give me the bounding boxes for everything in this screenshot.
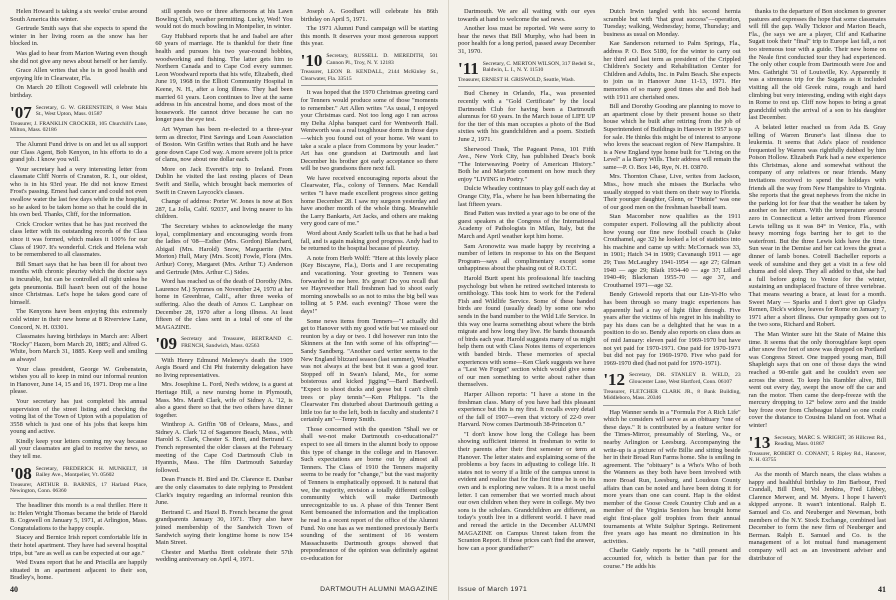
paragraph: Sherwood Trask, The Pageant Press, 101 Fifth Ave., New York City, has published Deac's book "The Interweaving Poetry of American History." Both he and Marjorie comment on how much they enjoy "LIVING in Poetry.": [458, 145, 596, 183]
paragraph: thanks to the departure of Bon stockmen to greener pastures and expresses the hope that some classmates will fill the gap. Wally Ticknor and Marion Beach, Fla., (he says we are a player, Clif and Katharine Sugatt took their "final" trip to Europe last fall, a not too strenuous tour with a guide. Their new home on the Neale first conducted tour they had experienced. The only other couple from Dartmouth were Joe and Mrs. Gathright '31 of Louisville, Ky. Apparently it was a strenuous trip for the Sugatts as it included visiting all the old Greek ruins, rough and hard climbing but very interesting, ending with eight days in Rome to rest up. Cliff now hopes to bring a great grandchild with the arrival of a son to his daughter last December.: [748, 8, 886, 122]
paragraph: Crick Crocker writes that he has just received the class letter with its outstanding records of the Class since it was formed, which makes it 100% for our Class of 1907. It's wonderful. Crick and Helena wish to be remembered to all classmates.: [10, 220, 148, 259]
paragraph: Harold Burtt spent his professional life teaching psychology but when he retired switched interests to ornithology. This took him to work for the Federal Fish and Wildlife Service. Some of these banded birds are found (usually dead) by some one who sends in the band number to the Wild Life Service. In this way one learns something about where the birds migrate and how long they live. He bands thousands of birds each year. Harold suggests many of us might help them out with Class Notes items of experiences with banded birds. These memories of special experiences with some—Ken Clark suggests we have a "Lest We Forget" section which would give some of our men something to write about rather than themselves.: [458, 275, 596, 389]
class-treasurer: Treasurer, LEON B. KENDALL, 2144 McKinley St., Clearwater, Fla. 33515: [300, 69, 438, 82]
paragraph: Brad Patten was invited a year ago to be one of the guest speakers at the Congress of the International Academy of Pathologists in Milan, Italy, but the March and April weather kept him home.: [458, 210, 596, 241]
left-column-3: [301, 8, 438, 574]
paragraph: Helen Howard is taking a six weeks' cruise around South America this winter.: [10, 8, 148, 23]
class-heading-1908: [10, 463, 148, 483]
paragraph: The Secretary wishes to acknowledge the many loyal, complimentary and encouraging words from the ladies of '08—Esther (Mrs. Gordon) Blanchard, Abigail (Mrs. Harold) Snow, Marguerite (Mrs. Morton) Hull, Mary (Mrs. Scott) Fowle, Flora (Mrs. Arthur) Corey, Margaret (Mrs. Arthur T.) Anderson and Gertrude (Mrs. Arthur C.) Sides.: [155, 223, 293, 276]
class-heading-1913: [748, 432, 886, 452]
right-page: [448, 0, 896, 600]
paragraph: Bendy Griswold reports that our Lin-Yi-Ho who has been through so many tragic experiences has apparently had a ray of light filter through. Five years after the victims of his regret in his inability to pay his dues can be a delighted that he was in a position to do so. Bendy also reports on class dues as of mid January: eleven paid for 1969-1970 but have not yet paid for 1970-1971. One paid for 1970-1971 but did not pay for 1969-1970. Five who paid for 1969-1970 died (had not paid for 1970-1971).: [603, 291, 741, 367]
page-footer: [458, 585, 886, 594]
class-year: '13: [748, 432, 771, 452]
paragraph: Kindly keep your letters coming my way because all your classmates are glad to receive the news, so they tell me.: [10, 437, 148, 461]
magazine-title: DARTMOUTH ALUMNI MAGAZINE: [320, 586, 438, 593]
class-secretary: Secretary, FREDERICK H. MUNKELT, 18 Bailey Ave., Montpelier, Vt. 05602: [35, 465, 148, 479]
paragraph: Winthrop A. Griffin '08 of Orleans, Mass., and Sidney A. Clark '12 of Sagamore Beach, Mass., with Harold S. Clark, Chester S. Brett, and Bertrand C. French represented the older classes at the February meeting of the Cape Cod Dartmouth Club in Hyannis, Mass. The film Dartmouth Saturday followed.: [155, 421, 293, 474]
paragraph: Dean Francis H. Bird and Dr. Clarence E. Dunbar are the only classmates to date replying to President Clark's inquiry regarding an informal reunion this June.: [155, 476, 293, 507]
paragraph: still spends two or three afternoons at his Lawn Bowling Club, weather permitting. Lucky, Wed! You would not do much bowling in Montpelier, in winter.: [155, 8, 293, 31]
class-secretary: Secretary, C. MERTON WILSON, 317 Bedell St., Baldwin, L. I., N. Y. 11510: [482, 60, 596, 74]
class-secretary: Secretary, DR. STANLEY B. WELD, 23 Gloucester Lane, West Hartford, Conn. 06107: [629, 372, 741, 385]
left-column-2: [155, 8, 292, 574]
paragraph: As the month of March nears, the class wishes a happy and healthful birthday to Jim Barbour, Fred Crandall, Bill Dent, Vol Jenkins, Fred Libbey, Clarence Merwer, and M. Myers. I hope I haven't skipped anyone. It wasn't intentional. Ralph E. Samuel and Co. and Neuberger and Newman, both members of the N.Y. Stock Exchange, combined last December to form the new firm of Neuberger and Berman. Ralph E. Samuel and Co. is the management of a lot mutual fund management company will act as an investment adviser and distributor of: [748, 471, 886, 562]
divider: [603, 405, 740, 406]
paragraph: Bill and Dorothy Gooding are planning to move to an apartment close by their present house so their house which he built after retiring from the job of Superintendent of Buildings in Hanover in 1957 is up for sale. He thinks this might be of interest to anyone who loves the seacoast region of New Hampshire. It is a New England type home built for "Living on the Level" a la Barry Wills. Their address will remain the same—P. O. Box 146, Rye, N. H. 03870.: [603, 103, 741, 171]
class-heading-1911: [458, 58, 596, 78]
paragraph: A note from Herb Wolff: "Here at this lovely place (Key Biscayne, Fla.), Doris and I are recuperating and vacationing. Your greeting to Tenners was forwarded to me here. It's great! Do you recall that we Hayrewether Hall freshmen had to shoot early morning snowballs so as not to miss the big bell was tolling at 5 P.M. each evening? Those were the days!": [300, 254, 438, 315]
paragraph: Wed Evans report that he and Priscilla are happily situated in an apartment adjacent to their son, Bradley's, home.: [10, 559, 148, 582]
paragraph: Sam Aronowitz was made happy by receiving a number of letters in response to his on the Bequest Program—says all complimentary except some unhappiness about the phasing out of R.O.T.C.: [458, 242, 596, 273]
class-treasurer: Treasurer, J. FRANKLIN CROCKER, 105 Churchill's Lane, Milton, Mass. 02186: [10, 120, 148, 134]
page-number: 40: [10, 585, 18, 594]
paragraph: Dulcie Wheatley continues to play golf each day at Orange City, Fla., where he has been hibernating the last fifteen years.: [458, 185, 596, 208]
paragraph: Your class president, George W. Grebenstein, wishes you all to keep in mind our informal reunion in Hanover, June 14, 15 and 16, 1971. Drop me a line please.: [10, 365, 148, 396]
paragraph: A belated letter reached us from Ada B. Gray telling of Warren Bruner's last illness due to leukemia. It seems that Ada's place of residence frequented by Warren was rightfully dubbed by him Poison Hollow. Elizabeth Park had a new experience this Christmas, alone and somewhat without the company of any relatives or near friends. Many invitations received to spend the holidays with friends all the way from New Hampshire to Virginia. She reports that the great nephews from the niche in the parking lot for fear that the weather he taken by another on her return. With the temperature around zero in Connecticut a letter arrived from Florence Lewis telling us it was 84° in Venice, Fla., with heavy morning fogs barring her to get to the waterfront. But the three Lewis kids have the time. Sun wear in the Demise and her cat loves the great a dinner of lamb bones. Cotrell Bacheller reports a week of sunshine and they get a visit in a few old chums and old sleep. They all added to that, she had a full before going to Venice for the winter, sustaining an undisplaced fracture of three vertebrae. That means wearing a brace, at least for a month. Sweet Mary — Sparks and I don't give up Gladys Remen, Dick's widow, leaves for Rome on January 7, 1971 after a short illness. Our sympathy goes out to the two sons, Richard and Robert.: [748, 123, 886, 329]
class-treasurer: Treasurer, ROBERT O. CONANT, 5 Ripley Rd., Hanover, N. H. 03755: [748, 450, 886, 464]
paragraph: We have received encouraging reports about the Clearwater, Fla., colony of Tenners. Mac Kendall writes "I have made excellent progress since getting home December 28. I saw my surgeon yesterday and have another month of the whole thing. Meanwhile the Larry Bankarts, Art Jacks, and others are making very good care of me.": [300, 174, 438, 228]
divider: [10, 137, 147, 138]
paragraph: Your secretary has just completed his annual supervision of the street listing and checking the voting list of the Town of Upton with a population of 3558 which is just one of his jobs that keeps him young and active.: [10, 397, 148, 436]
divider: [301, 85, 438, 86]
paragraph: Some news items from Tenners—"I actually did get to Hanover with my good wife but we missed our reunion by a day or two. I did however run into the Skinners at the Inn with some of his offspring"—Sandy Sandberg. "Another card writer seems to the New England blizzard season (last summer), Weather was not always at the best but it was a good tour. Stopped off in Swan's Island, Me., for some boisterous and kicked jigging"—Bard Bardwell. "Expect to shoot ducks and geese but I can't climb trees or play tennis"—Ken Philipps. "Is the Clearwater I'm disturbed about Dartmouth getting a little too far to the left, both in faculty and students? I certainly am"—Tenny Smith.: [300, 317, 438, 424]
paragraph: Charlie Gately reports he is "still present and accounted for, which is better than par for the course." He adds his: [603, 547, 741, 570]
paragraph: With Henry Edmund Meleney's death the 1909 Aegis Board and Chi Phi fraternity delegation have no living representatives.: [155, 356, 293, 379]
paragraph: Word has reached us of the death of Dorothy (Mrs. Laurence M.) Symmes on November 24, 1970 at her home in Greenbrae, Calif., after three weeks of suffering. Also the death of Amos C. Lanphear on December 28, 1970 after a long illness. At least fifteen of the class sent in a total of one of the MAGAZINE.: [155, 278, 293, 331]
class-heading-1912: [603, 370, 741, 390]
paragraph: The Kenyons have been enjoying this extremely cold winter in their new home at 8 Riverview Lane, Concord, N. H. 03301.: [10, 308, 148, 331]
paragraph: Bertrand C. and Hazel B. French became the great grandparents January 30, 1971. They also have joined membership of the Sandwich Town of Sandwich saying their longtime home is now 154 Main Street.: [155, 508, 293, 547]
class-treasurer: Treasurer, ERNEST H. GRISWOLD, Seattle, Wash.: [458, 76, 575, 83]
paragraph: "I don't know how long the College has been showing sufficient interest in freshman to write to their parents after their first semester or term at Hanover. The letter states and explaining some of the problems a boy faces in adjusting to college life. It states not to worry if a little of the campus unrest is evident and realize that for the first time he is on his own and is exploring new values. It is a most useful letter. I can remember that we worried much about our own children when they were in college. My two sons is the scholars. Grandchildren are different, as today's youth live in a different world. I have read and reread the article in the December ALUMNI MAGAZINE on Campus Unrest taken from the Scranton Report. If those prices can't find the answer, how can a poor grandfather?": [458, 430, 596, 552]
paragraph: Dutch Irwin tangled with his second hernia scramble but with "that great success"—operation, Tuesday; walking, Wednesday; home, Thursday; and business as usual on Monday.: [603, 8, 741, 38]
class-secretary: Secretary, G. W. GREENSTEIN, 8 West Main St., West Upton, Mass. 01587: [35, 104, 148, 118]
paragraph: Classmates having birthdays in March are: Albert "Rocky" Hazen, born March 20, 1885; and Alfred G. White, born March 31, 1885. Keep well and smiling as always!: [10, 333, 148, 363]
paragraph: Art Wyman has been re-elected to a three-year term as director, First Savings and Loan Association of Boston. Win Griffin writes that Ruth and he have gone down Cape Cod way. A more severe jolt is price of clams, now about one dollar each.: [155, 125, 293, 164]
class-treasurer: Treasurer, ARTHUR B. BARNES, 17 Harland Place, Newington, Conn. 06360: [10, 481, 148, 495]
paragraph: Joseph A. Goodhart will celebrate his 86th birthday on April 5, 1971.: [300, 8, 438, 23]
class-year: '12: [603, 370, 626, 390]
class-secretary: Secretary, MARC S. WRIGHT, 36 Hillcrest Rd., Reading, Mass. 01867: [774, 434, 886, 448]
paragraph: Stacey and Bernice Irish report comfortable life in their hotel apartment. They have had several hospital trips, but "are as well as can be expected at our age.": [10, 534, 148, 557]
paragraph: The Man Winter sure hit the State of Maine this time. It seems that the only thoroughfare kept open after snow five feet of snow was dropped on Portland was Congress Street. One trapped young man, Bill Shapleigh says that on one of those days the wind reached a 90-mile gait and he couldn't even see across the street. To keep his Rambler alive, Bill went out every day, swept the snow off the car and ran the motor. Then came the deep-freeze with the mercury dropping to 12° below zero and the inside bay froze over from Chebeague Island so one could cover the distance to Cousins Island on foot. What a winter!: [748, 330, 886, 430]
paragraph: Those concerned with the question "Shall we or shall we-not make Dartmouth co-educational?" expect to see all timers in the alumni body to oppose this type of change in the college and in Hanover. Such expectations are borne out by almost all Tenners. The Class of 1910 the Tenners majority seems to be ready for "change," but the vast majority of Tenners is emphatically opposed. It is natural that we, the majority, envision a totally different college community which will make Dartmouth unrecognizable to us. A phase of this Tenner Bent Kent bemoaned the information and the implication he read in a recent report of the office of the Alumni Fund. No one has as we mentioned previously Bert's sounding of the sentiment of 16 western Massachusetts Dartmouth groups showed that preponderance of the opinion was definitely against co-education for: [300, 425, 438, 562]
paragraph: Word about Andy Scarlett tells us that he had a bad fall, and is again making good progress. Andy had to be returned to the hospital because of pleurisy.: [300, 230, 438, 253]
paragraph: The 1971 Alumni Fund campaign will be starting this month. It deserves your most generous support this year.: [300, 25, 438, 48]
right-column-2: [603, 8, 740, 574]
class-secretary: Secretary and Treasurer, BERTRAND C. FRENCH, Sandwich, Mass. 02563: [181, 336, 293, 349]
right-column-3: [749, 8, 886, 574]
class-treasurer: Treasurer, FLETCHER CLARK JR., 8 Bank Building, Middleboro, Mass. 20346: [603, 388, 741, 402]
paragraph: Another loss must be reported. We were sorry to hear the news that Bill Murphy, who had been in poor health for a long period, passed away December 31, 1970.: [458, 25, 596, 55]
divider: [10, 498, 147, 499]
page-number: 41: [878, 585, 886, 594]
paragraph: Chester and Martha Brett celebrate their 57th wedding anniversary on April 4, 1971.: [155, 548, 293, 564]
paragraph: The Alumni Fund drive is on and let us all support our Class Agent, Bob Kenyon, in his efforts to do a grand job. I know you will.: [10, 140, 148, 164]
class-year: '11: [458, 58, 479, 78]
paragraph: Bud Cheney in Orlando, Fla., was presented recently with a "Gold Certificate" by the local Dartmouth Club for having been a Dartmouth alumnus for 60 years. In the March issue of LIFE UP for the tier of this man occupies a photo of the Bud sixties with his grandchildren and a poem. Sixtieth June 2, 1971.: [458, 90, 596, 143]
paragraph: Mrs. Josephine L. Ford, Ned's widow, is a guest at Heritage Hill, a new nursing home in Plymouth, Mass. Mrs. Mardi Clark, wife of Sidney A. '12, is also a guest there so that the two others have dinner together.: [155, 381, 293, 419]
paragraph: It was hoped that the 1970 Christmas greeting card for Tenners would produce some of those "moments to remember." Art Allen writes "As usual, I enjoyed your Christmas card. Not too long ago I ran across my Delta Alpha banquet card for Wentworth Hall. Wentworth was a real toughhouse dorm in those days—which you found out of your home. We want to take a scale a place from Commons by your leader." Art has one grandson at Dartmouth and last December his brother got early acceptance so there will be two grandsons there next fall.: [300, 89, 438, 173]
class-secretary: Secretary, RUSSELL D. MEREDITH, 501 Cannon Pl., Troy, N. Y. 12183: [326, 52, 438, 66]
paragraph: Harper Allison reports: "I have a stone in the freshman class. Many of you have had this pleasant experience but this is my first. It recalls every detail of the fall of 1907—even that victory of 22-0 over Harvard. Now comes Dartmouth 38-Princeton 0.": [458, 390, 596, 429]
paragraph: Your secretary had a very interesting letter from classmate Cliff Norris of Cranston, R. I., our oldest, who is in his 93rd year. He did not know Ernest Frost's passing. Ernest had cancer and could not even swallow water the last few days while in the hospital, so he asked to be taken home so that he could die in his own bed. Thanks, Cliff, for the information.: [10, 165, 148, 219]
class-year: '07: [10, 102, 32, 122]
page-footer: [10, 585, 438, 594]
left-column-1: [10, 8, 148, 582]
paragraph: Guy Hubbard reports that he and Isabel are after 60 years of marriage. He is thankful for their fine health and pursues his two year-round hobbies, woodworking and fishing. The latter gets him to Northern Canada and to Cape Cod every summer. Leon Woodward reports that his wife, Elizabeth, died June 19, 1968 in the Elliott Community Hospital in Keene, N. H., after a long illness. They had been married 61 years. Leon continues to live at the same address in his ancestral home, and does most of the housework. He cannot drive because he can no longer pass the eye test.: [155, 32, 293, 124]
paragraph: Was glad to hear from Marion Waring even though she did not give any news about herself or her family.: [10, 49, 148, 65]
class-year: '09: [155, 334, 178, 354]
paragraph: Gertrude Smith says that she expects to spend the winter in her living room as the snow has her blocked in.: [10, 25, 148, 48]
paragraph: Bill Smart says that he has been ill for about two months with chronic pleurisy which the doctor says is incurable, but can be controlled all right unless he gets pneumonia. Bill hasn't been out of the house since Christmas. Let's hope he takes good care of himself.: [10, 260, 148, 306]
class-year: '08: [10, 463, 32, 483]
paragraph: Kae Sanderson returned to Palm Springs, Fla., address P. O. Box 5180, for the winter to carry out her third and last term as president of the Crippled Children's Society and Rehabilitation Center for Children and Adults, Inc. in Palm Beach. She expects to join us in Hanover June 11-13, 1971. Her memories of so many good times she and Bob had with 1911 are cherished ones.: [603, 40, 741, 101]
divider: [749, 467, 886, 468]
class-year: '10: [300, 50, 323, 70]
paragraph: More on Jack Everett's trip to Ireland. From Dublin he visited the last resting places of Dean Swift and Stella, which brought back memories of Swift in Craven Laycock's classes.: [155, 165, 293, 196]
paragraph: Hap Wanner sends in a "Formula For A Rich Life" which he considers will serve as an obituary "one of these days." It is contributed by a feature writer for the Times-Mirror, presumably of Sterling, Va., or nearby Arlington or Leesburg. Accompanying the write-up is a picture of wife Billie and sitting beside her in their Broad Run Farms home. She is smiling in agreement. The "obituary" is a Who's Who of both the Wanners as they both have been involved with more Broad Run, Leesburg, and Loudoun County affairs than can be noted and have been doing it for more years than one can count. Hap is the oldest member of the Goose Creek Country Club and as a member of the Virginia Seniors has brought home eight first-place golf trophies from their annual tournaments at White Sulphur Springs. Retirement five years ago has meant no diminution in his activities.: [603, 408, 741, 545]
issue-date: Issue of March 1971: [458, 586, 528, 593]
paragraph: On March 20 Elliott Cogswell will celebrate his birthday.: [10, 84, 148, 99]
paragraph: Grace Allen writes that she is in good health and enjoying life in Clearwater, Fla.: [10, 67, 148, 82]
right-column-1: [458, 8, 595, 574]
paragraph: Change of address: Porter W. Jones is now at Box 287, La Jolla, Calif. 92037, and living nearer to his children.: [155, 198, 293, 221]
divider: [458, 86, 595, 87]
class-heading-1909: [155, 334, 293, 354]
paragraph: Dartmouth. We are all waiting with our eyes towards at hand to welcome the sad news.: [458, 8, 596, 23]
class-heading-1910: [300, 50, 438, 70]
paragraph: Stan Macomber now qualifies as the 1911 computer expert. Following all the publicity about how young our fine new football coach is (Jake Crouthamel, age 32) he looked a lot of statistics into his machine and came up with: McCornack was 33, in 1901; Hatch 34 in 1909; Cavanaugh 1911 — age 29; Tuss McLaughry 1941-1954 — age 27; Gilman 1940 — age 29; Blaik 1934-40 — age 37; Lillard 1940-49; Blackman 1955-70 — age 37, and Crouthamel 1971—age 32.: [603, 213, 741, 289]
class-heading-1907: [10, 102, 148, 122]
paragraph: Mrs. Thornton Chase, Live, writes from Jackson, Miss., how much she misses the Burlachs who usually stopped to visit them on their way to Florida. Their younger daughter, Glenn, or "Heinie" was one of our good men on the freshman baseball team.: [603, 173, 741, 211]
paragraph: The headliner this month is a real thriller. Here it is: Helen Wright Thomas became the bride of Harold B. Cogswell on January 5, 1971, at Arlington, Mass. Congratulations to the happy couple.: [10, 502, 148, 532]
